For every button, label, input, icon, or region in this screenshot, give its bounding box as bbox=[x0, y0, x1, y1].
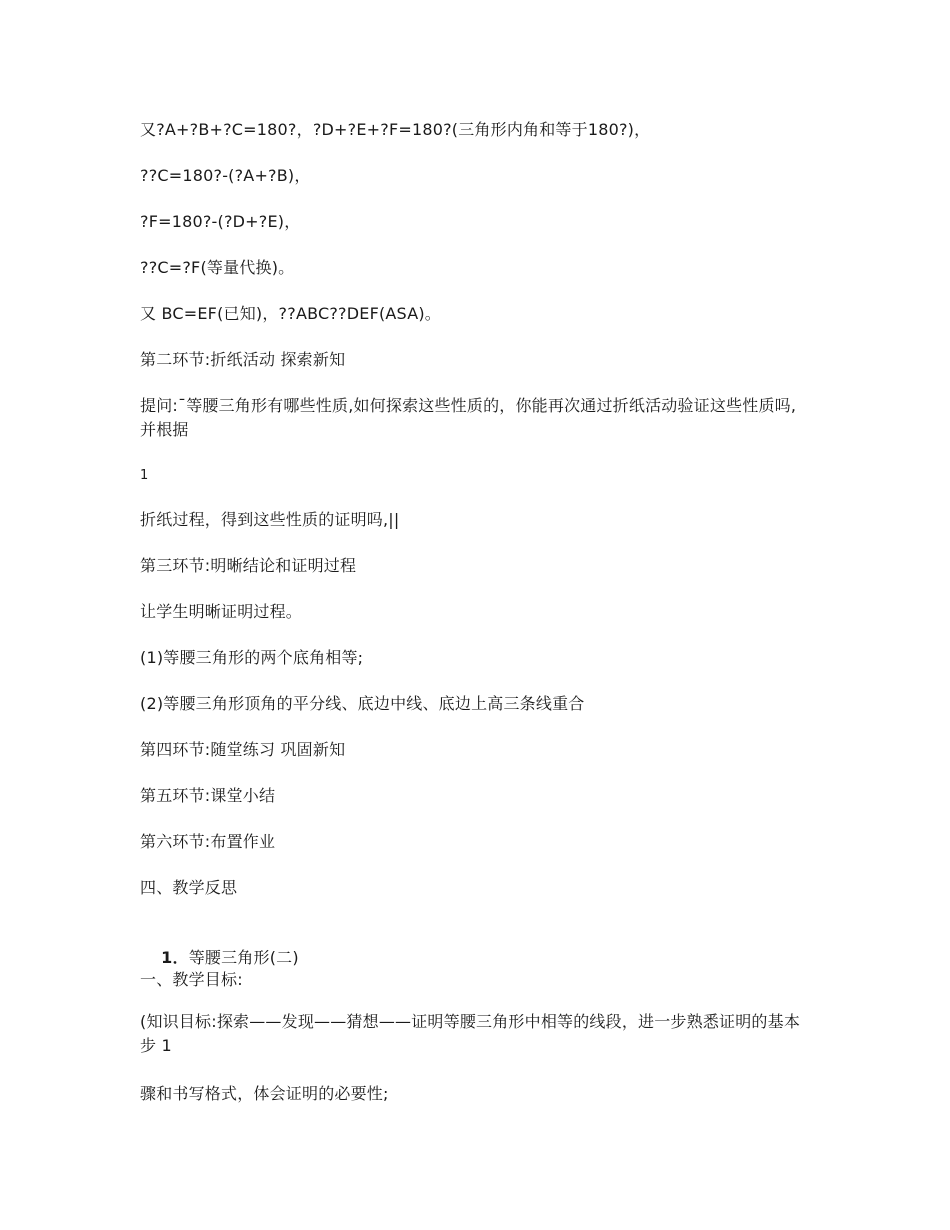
list-item-property-one: (1)等腰三角形的两个底角相等; bbox=[140, 648, 364, 667]
text-line-folding-process: 折纸过程，得到这些性质的证明吗,|| bbox=[140, 510, 400, 529]
text-line-angle-c: ??C=180?-(?A+?B)， bbox=[140, 166, 311, 185]
section-heading-stage-six: 第六环节:布置作业 bbox=[140, 832, 276, 851]
list-item-property-two: (2)等腰三角形顶角的平分线、底边中线、底边上高三条线重合 bbox=[140, 694, 585, 713]
section-heading-stage-five: 第五环节:课堂小结 bbox=[140, 786, 276, 805]
text-line-equal-substitution: ??C=?F(等量代换)。 bbox=[140, 258, 295, 277]
text-line-proof-format: 骤和书写格式，体会证明的必要性; bbox=[140, 1084, 389, 1103]
text-line-angle-sum: 又?A+?B+?C=180?，?D+?E+?F=180?(三角形内角和等于180?)， bbox=[140, 120, 651, 139]
text-line-student-clarify: 让学生明晰证明过程。 bbox=[140, 602, 303, 621]
section-heading-teaching-reflection: 四、教学反思 bbox=[140, 878, 238, 897]
section-heading-stage-three: 第三环节:明晰结论和证明过程 bbox=[140, 556, 357, 575]
lesson-number: 1． bbox=[161, 948, 189, 967]
lesson-title-text: 等腰三角形(二) bbox=[188, 948, 299, 967]
section-heading-teaching-goals: 一、教学目标: bbox=[140, 970, 243, 989]
text-paragraph-question: 提问:¯等腰三角形有哪些性质,如何探索这些性质的，你能再次通过折纸活动验证这些性质吗,并根据 bbox=[140, 396, 797, 439]
text-line-angle-f: ?F=180?-(?D+?E)， bbox=[140, 212, 301, 231]
text-paragraph-knowledge-goal: (知识目标:探索——发现——猜想——证明等腰三角形中相等的线段，进一步熟悉证明的基本步 1 bbox=[140, 1012, 801, 1055]
page-number-marker: 1 bbox=[140, 468, 149, 483]
text-line-asa-conclusion: 又 BC=EF(已知)，??ABC??DEF(ASA)。 bbox=[140, 304, 441, 323]
section-heading-stage-two: 第二环节:折纸活动 探索新知 bbox=[140, 350, 346, 369]
section-heading-stage-four: 第四环节:随堂练习 巩固新知 bbox=[140, 740, 346, 759]
